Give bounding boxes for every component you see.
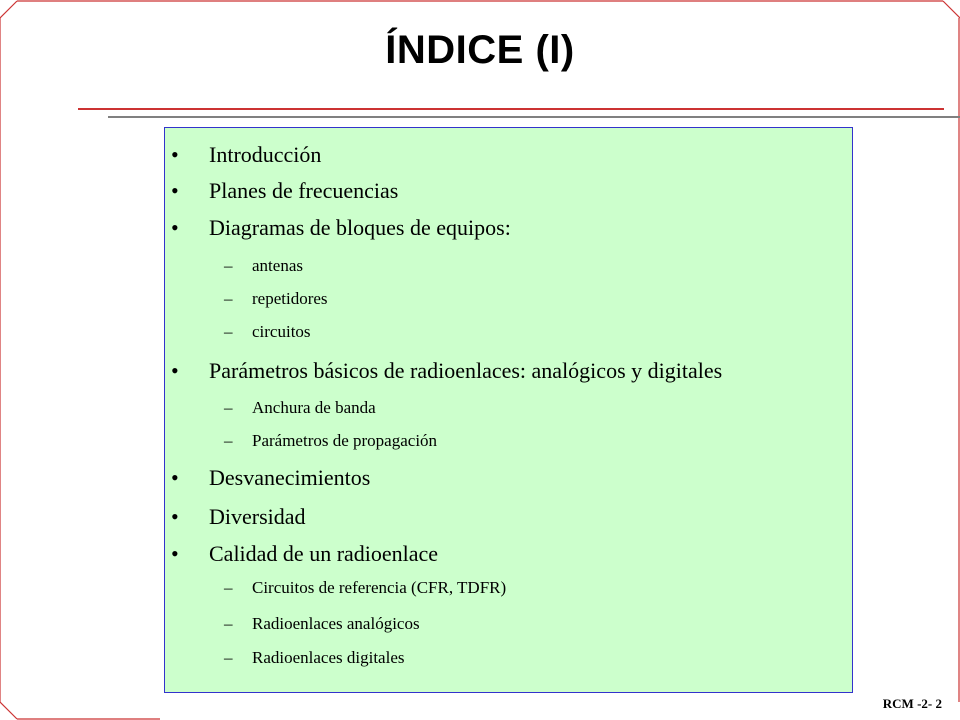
bullet-marker: • — [171, 541, 179, 566]
outline-item-text: Planes de frecuencias — [209, 178, 399, 203]
dash-marker: – — [224, 289, 233, 308]
dash-marker: – — [224, 431, 233, 450]
outline-item-text: Parámetros de propagación — [252, 431, 438, 450]
outline-item-text: Radioenlaces analógicos — [252, 614, 420, 633]
bullet-marker: • — [171, 215, 179, 240]
bullet-marker: • — [171, 504, 179, 529]
outline-item-text: repetidores — [252, 289, 328, 308]
dash-marker: – — [224, 398, 233, 417]
dash-marker: – — [224, 648, 233, 667]
outline-item-text: Introducción — [209, 142, 322, 167]
outline-item-text: Anchura de banda — [252, 398, 376, 417]
outline-item-text: Desvanecimientos — [209, 465, 371, 490]
bullet-marker: • — [171, 142, 179, 167]
bullet-marker: • — [171, 358, 179, 383]
dash-marker: – — [224, 322, 233, 341]
slide-footer-number: RCM -2- 2 — [882, 696, 942, 711]
outline-item-text: antenas — [252, 256, 303, 275]
slide-title: ÍNDICE (I) — [385, 28, 575, 72]
bullet-marker: • — [171, 465, 179, 490]
bullet-marker: • — [171, 178, 179, 203]
dash-marker: – — [224, 614, 233, 633]
outline-item-text: Parámetros básicos de radioenlaces: analógicos y digitales — [209, 358, 723, 383]
outline-item-text: Calidad de un radioenlace — [209, 541, 439, 566]
outline-item-text: Diversidad — [209, 504, 306, 529]
outline-item-text: circuitos — [252, 322, 311, 341]
index-content-box — [164, 127, 853, 693]
outline-item-text: Diagramas de bloques de equipos: — [209, 215, 511, 240]
dash-marker: – — [224, 256, 233, 275]
outline-item-text: Circuitos de referencia (CFR, TDFR) — [252, 578, 507, 597]
outline-item-text: Radioenlaces digitales — [252, 648, 405, 667]
dash-marker: – — [224, 578, 233, 597]
